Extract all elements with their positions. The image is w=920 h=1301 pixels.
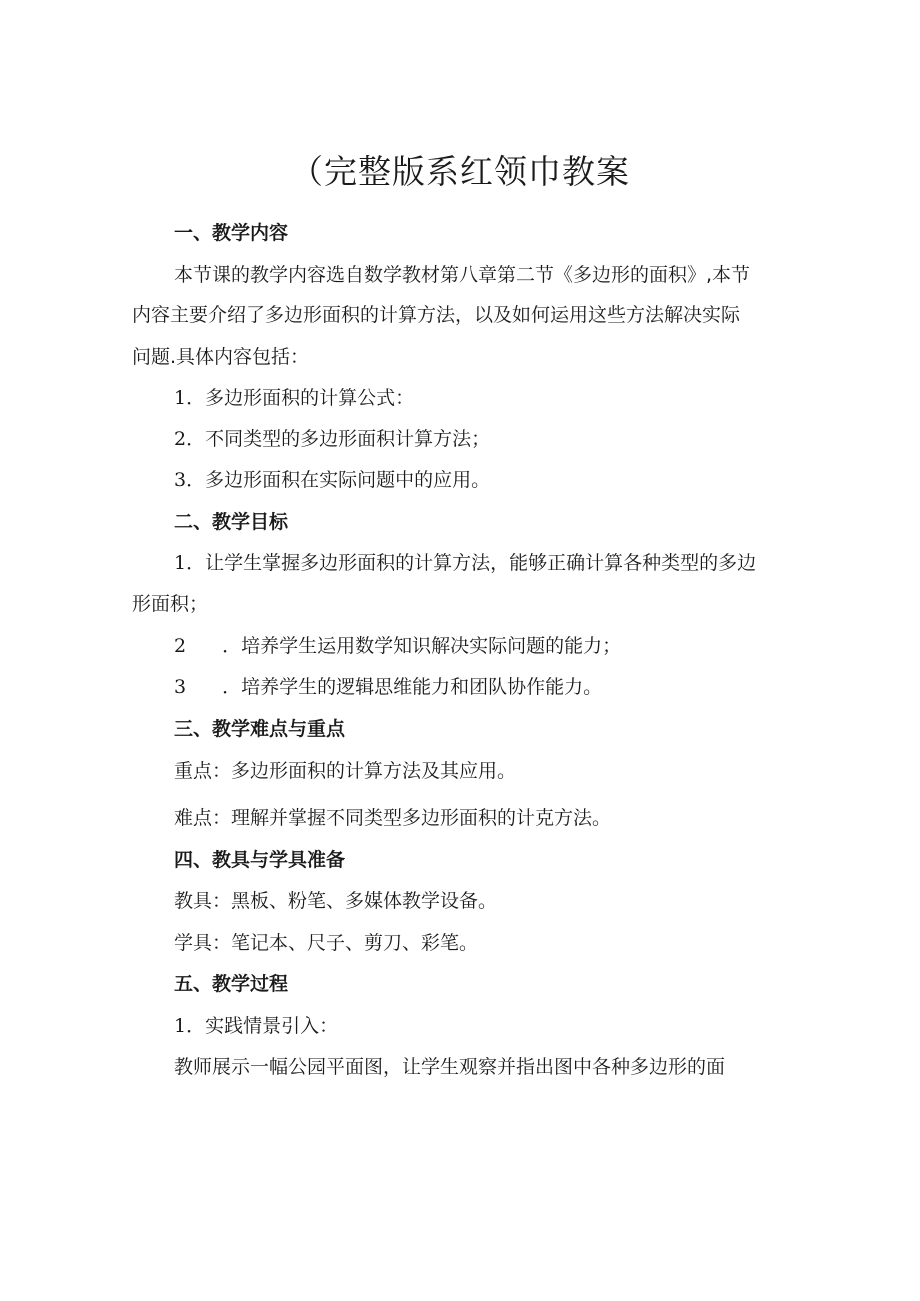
list-item: 3．多边形面积在实际问题中的应用。 [174, 469, 491, 491]
section-heading-key-points: 三、教学难点与重点 [174, 718, 346, 740]
section-heading-content: 一、教学内容 [174, 222, 289, 244]
section-heading-objectives: 二、教学目标 [174, 511, 289, 533]
paragraph-line: 本节课的教学内容选自数学教材第八章第二节《多边形的面积》,本节 [174, 264, 751, 286]
list-item-text: ．培养学生运用数学知识解决实际问题的能力； [222, 635, 622, 657]
list-item-number: 2 [174, 635, 187, 657]
document-title: （完整版系红领巾教案 [290, 152, 630, 191]
list-item: 1．多边形面积的计算公式： [174, 387, 415, 409]
section-heading-process: 五、教学过程 [174, 973, 289, 995]
teaching-tools-text: 教具：黑板、粉笔、多媒体教学设备。 [174, 890, 498, 912]
list-item [174, 674, 602, 700]
list-item: 2．不同类型的多边形面积计算方法； [174, 428, 491, 450]
paragraph-line: 内容主要介绍了多边形面积的计算方法，以及如何运用这些方法解决实际 [132, 304, 741, 326]
list-item-continuation: 形面积； [132, 593, 209, 615]
section-heading-materials: 四、教具与学具准备 [174, 849, 346, 871]
paragraph-line: 问题.具体内容包括： [132, 346, 310, 368]
process-step: 1．实践情景引入： [174, 1015, 339, 1037]
list-item-text: ．培养学生的逻辑思维能力和团队协作能力。 [222, 676, 603, 698]
list-item-number: 3 [174, 676, 187, 698]
list-item: 1．让学生掌握多边形面积的计算方法，能够正确计算各种类型的多边 [174, 552, 757, 574]
key-point-text: 重点：多边形面积的计算方法及其应用。 [174, 760, 517, 782]
list-item [174, 633, 621, 659]
process-step-text: 教师展示一幅公园平面图，让学生观察并指出图中各种多边形的面 [174, 1056, 726, 1078]
difficult-point-text: 难点：理解并掌握不同类型多边形面积的计克方法。 [174, 807, 612, 829]
learning-tools-text: 学具：笔记本、尺子、剪刀、彩笔。 [174, 932, 479, 954]
